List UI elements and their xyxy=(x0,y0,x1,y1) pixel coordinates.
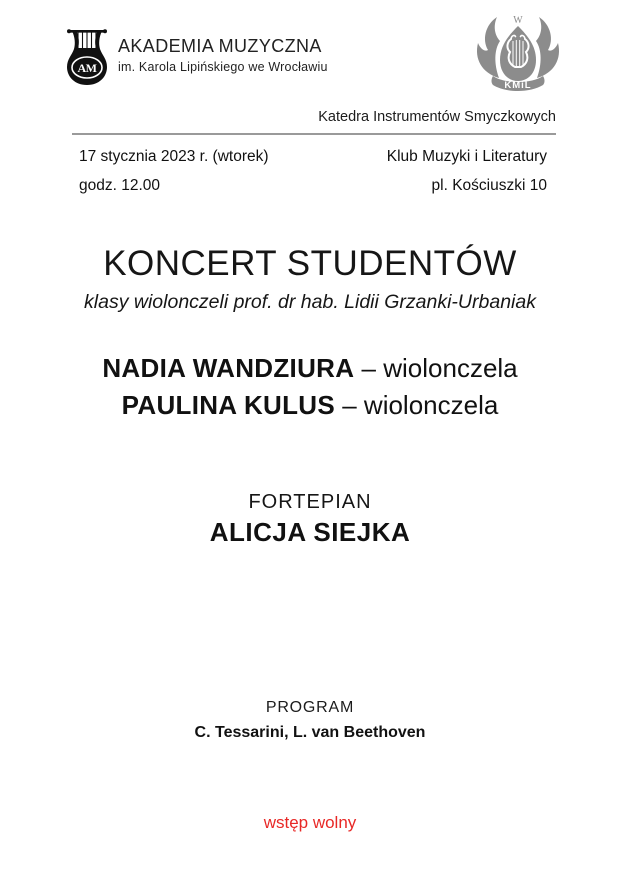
academy-subtitle: im. Karola Lipińskiego we Wrocławiu xyxy=(118,60,328,74)
program-composers: C. Tessarini, L. van Beethoven xyxy=(194,724,426,741)
academy-monogram: AM xyxy=(77,61,97,75)
academy-logo xyxy=(62,28,112,86)
club-logo xyxy=(466,12,570,100)
academy-title-block xyxy=(118,36,328,74)
performers-list xyxy=(0,350,620,424)
club-logo-mark: W xyxy=(513,15,523,26)
venue-address: pl. Kościuszki 10 xyxy=(431,177,547,194)
academy-name: AKADEMIA MUZYCZNA xyxy=(118,36,322,56)
performer-name: PAULINA KULUS xyxy=(121,390,335,420)
flame-lyre-icon xyxy=(466,12,570,100)
performer-line xyxy=(0,387,620,424)
event-time: godz. 12.00 xyxy=(79,177,161,194)
lyre-icon xyxy=(62,28,112,86)
program-label: PROGRAM xyxy=(265,699,355,716)
event-date: 17 stycznia 2023 r. (wtorek) xyxy=(79,148,269,165)
concert-title: KONCERT STUDENTÓW xyxy=(103,244,517,283)
admission-note: wstęp wolny xyxy=(263,813,357,832)
club-logo-label: KMiL xyxy=(504,80,532,91)
performer-line xyxy=(0,350,620,387)
accompanist-name: ALICJA SIEJKA xyxy=(209,517,411,547)
performer-name: NADIA WANDZIURA xyxy=(102,353,355,383)
accompanist-role: FORTEPIAN xyxy=(248,491,372,513)
department-name: Katedra Instrumentów Smyczkowych xyxy=(318,109,556,125)
divider-line xyxy=(72,133,556,135)
event-datetime xyxy=(79,142,269,200)
venue-name: Klub Muzyki i Literatury xyxy=(386,148,547,165)
event-info xyxy=(79,142,547,200)
concert-subtitle: klasy wiolonczeli prof. dr hab. Lidii Grzanki-Urbaniak xyxy=(84,291,536,313)
performer-instrument: – wiolonczela xyxy=(361,353,518,383)
event-venue xyxy=(387,142,547,200)
performer-instrument: – wiolonczela xyxy=(342,390,499,420)
